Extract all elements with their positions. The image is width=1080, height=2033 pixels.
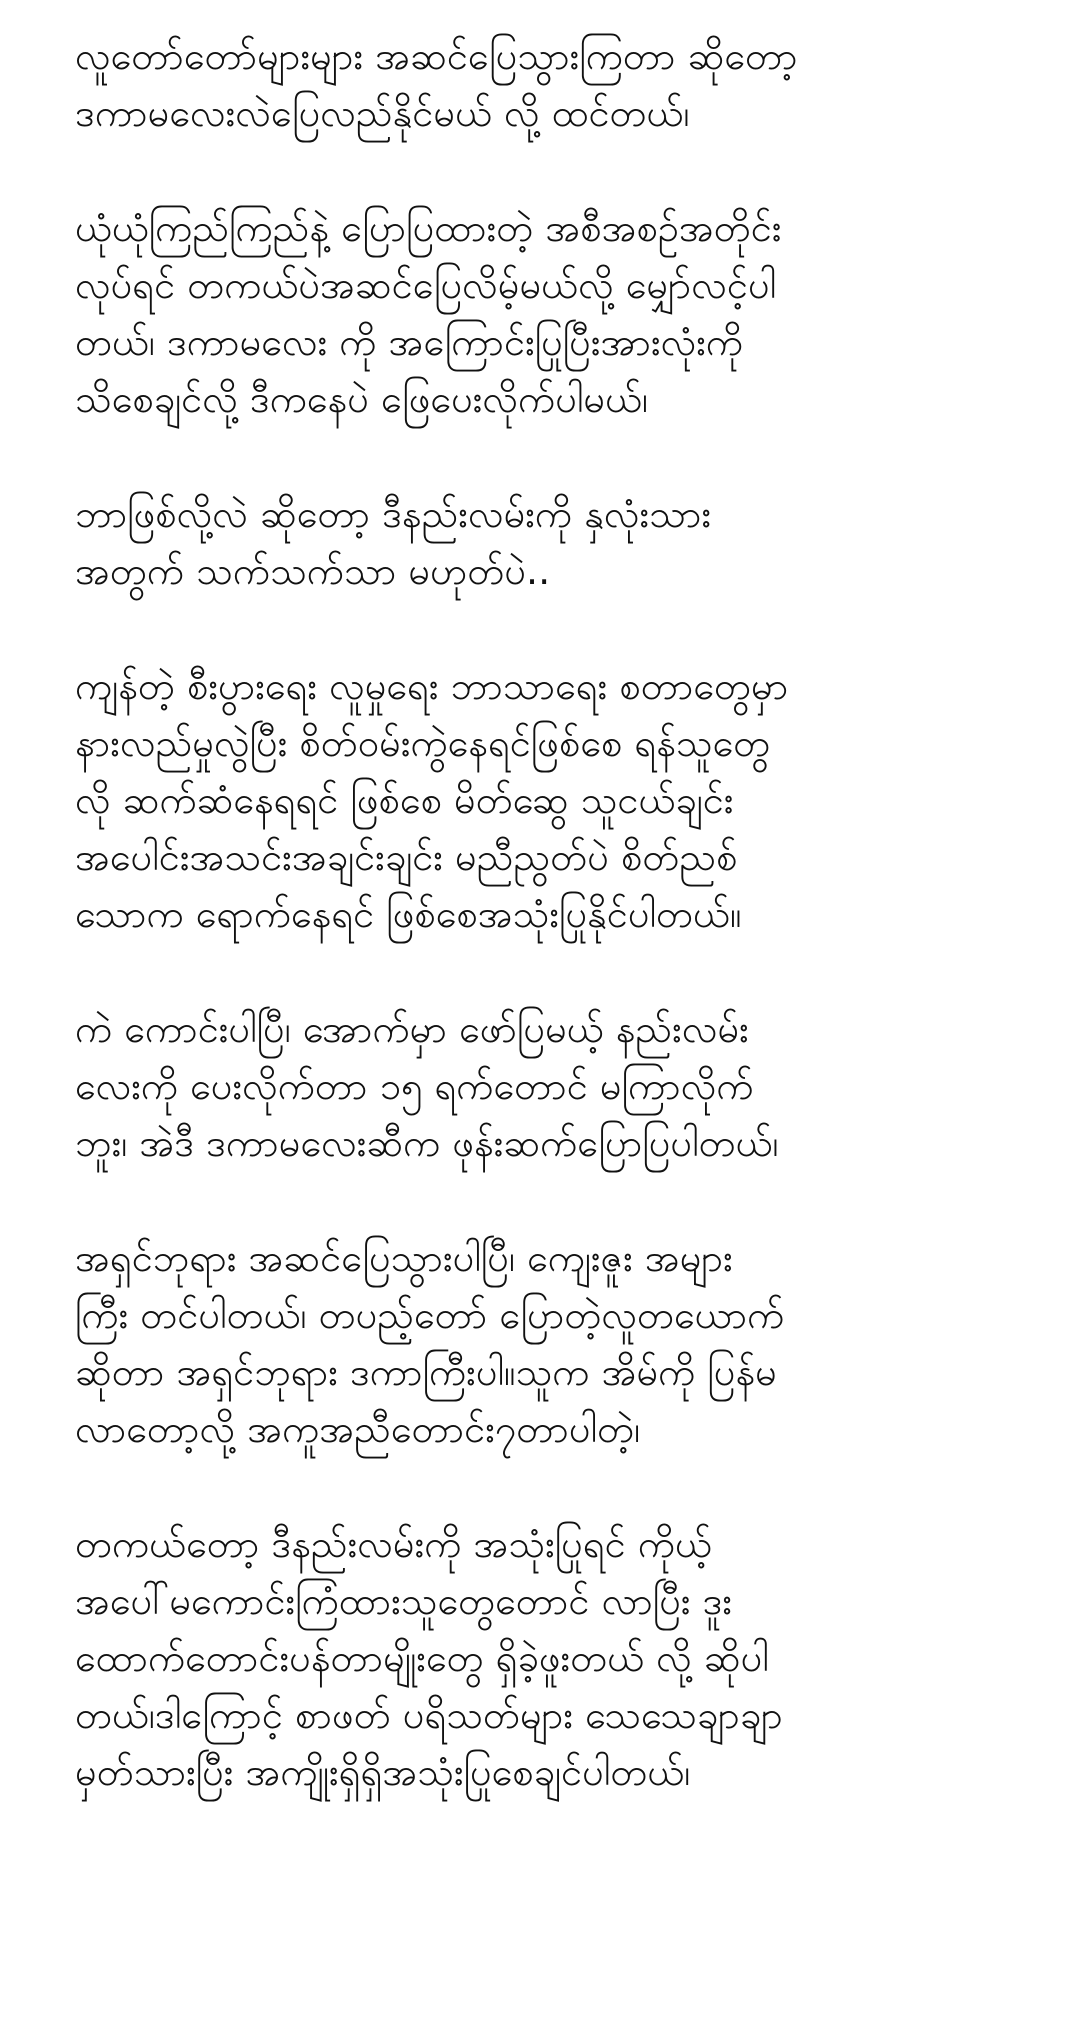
text-line: လာတော့လို့ အကူအညီတောင်း၇တာပါတဲ့၊ <box>75 1407 641 1451</box>
paragraph <box>75 28 1035 142</box>
paragraph <box>75 1230 1035 1458</box>
text-line: တကယ်တော့ ဒီနည်းလမ်းကို အသုံးပြုရင် ကိုယ့် <box>75 1522 712 1566</box>
text-line: လေးကို ပေးလိုက်တာ ၁၅ ရက်တောင် မကြာလိုက် <box>75 1064 754 1108</box>
text-line: နားလည်မှုလွဲပြီး စိတ်ဝမ်းကွဲနေရင်ဖြစ်စေ ရန်သူတွေ <box>75 721 771 765</box>
paragraph <box>75 1001 1035 1172</box>
paragraph <box>75 1516 1035 1801</box>
text-line: အတွက် သက်သက်သာ မဟုတ်ပဲ.. <box>75 549 551 593</box>
text-line: ကျန်တဲ့ စီးပွားရေး လူမှုရေး ဘာသာရေး စတာတွေမှာ <box>75 664 789 708</box>
paragraph <box>75 658 1035 943</box>
text-line: လူတော်တော်များများ အဆင်ပြေသွားကြတာ ဆိုတော့ <box>75 34 798 78</box>
text-line: ဘာဖြစ်လို့လဲ ဆိုတော့ ဒီနည်းလမ်းကို နှလုံးသား <box>75 492 712 536</box>
text-line: တယ်၊ ဒကာမလေး ကို အကြောင်းပြုပြီးအားလုံးကို <box>75 320 744 364</box>
article-body <box>75 28 1035 1859</box>
text-line: အရှင်ဘုရား အဆင်ပြေသွားပါပြီ၊ ကျေးဇူး အများ <box>75 1236 733 1280</box>
text-line: မှတ်သားပြီး အကျိုးရှိရှိအသုံးပြုစေချင်ပါတယ်၊ <box>75 1750 691 1794</box>
text-line: ယုံယုံကြည်ကြည်နဲ့ ပြောပြထားတဲ့ အစီအစဉ်အတိုင်း <box>75 206 782 250</box>
text-line: သိစေချင်လို့ ဒီကနေပဲ ဖြေပေးလိုက်ပါမယ်၊ <box>75 377 649 421</box>
text-line: ဆိုတာ အရှင်ဘုရား ဒကာကြီးပါ။သူက အိမ်ကို ပြန်မ <box>75 1350 777 1394</box>
text-line: သောက ရောက်နေရင် ဖြစ်စေအသုံးပြုနိုင်ပါတယ်။ <box>75 892 742 936</box>
text-line: ထောက်တောင်းပန်တာမျိုးတွေ ရှိခဲ့ဖူးတယ် လို့ ဆိုပါ <box>75 1636 769 1680</box>
text-line: ဘူး၊ အဲဒီ ဒကာမလေးဆီက ဖုန်းဆက်ပြောပြပါတယ်၊ <box>75 1121 779 1165</box>
text-line: တယ်၊ဒါကြောင့် စာဖတ် ပရိသတ်များ သေသေချာချာ <box>75 1693 783 1737</box>
text-line: အပေါ်မကောင်းကြံထားသူတွေတောင် လာပြီး ဒူး <box>75 1579 733 1623</box>
text-line: ဒကာမလေးလဲပြေလည်နိုင်မယ် လို့ ထင်တယ်၊ <box>75 91 690 135</box>
paragraph <box>75 200 1035 428</box>
paragraph <box>75 486 1035 600</box>
text-line: လို ဆက်ဆံနေရရင် ဖြစ်စေ မိတ်ဆွေ သူငယ်ချင်း <box>75 778 734 822</box>
text-line: ကြီး တင်ပါတယ်၊ တပည့်တော် ပြောတဲ့လူတယောက် <box>75 1293 785 1337</box>
text-line: အပေါင်းအသင်းအချင်းချင်း မညီညွတ်ပဲ စိတ်ညစ် <box>75 835 738 879</box>
text-line: လုပ်ရင် တကယ်ပဲအဆင်ပြေလိမ့်မယ်လို့ မျှော်လင့်ပါ <box>75 263 777 307</box>
text-line: ကဲ ကောင်းပါပြီ၊ အောက်မှာ ဖော်ပြမယ့် နည်းလမ်း <box>75 1007 749 1051</box>
